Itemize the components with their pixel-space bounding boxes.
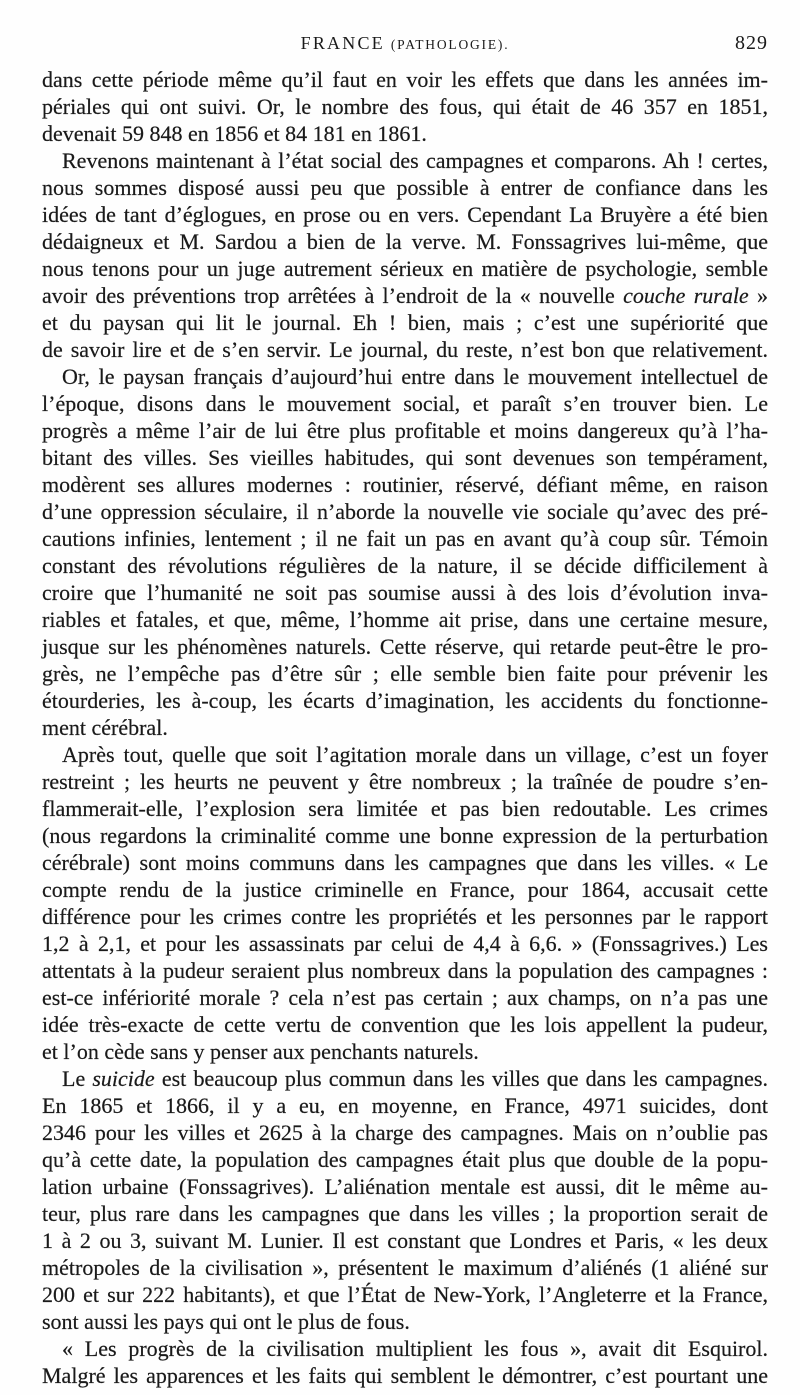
text-line bbox=[42, 1065, 768, 1092]
text-line: flammerait-elle, l’explosion sera limitée et pas bien redoutable. Les crimes bbox=[42, 796, 768, 821]
text-line: 1 à 2 ou 3, suivant M. Lunier. Il est constant que Londres et Paris, « les deux bbox=[42, 1228, 768, 1253]
text-line: constant des révolutions régulières de la nature, il se décide difficilement à bbox=[42, 553, 768, 578]
text-line: dédaigneux et M. Sardou a bien de la verve. M. Fonssagrives lui-même, que bbox=[42, 229, 768, 254]
text-line: lation urbaine (Fonssagrives). L’aliénation mentale est aussi, dit le même au- bbox=[42, 1174, 768, 1199]
text-line: qu’à cette date, la population des campagnes était plus que double de la popu- bbox=[42, 1147, 768, 1172]
text-line: idée très-exacte de cette vertu de convention que les lois appellent la pudeur, bbox=[42, 1012, 768, 1037]
text-line: devenait 59 848 en 1856 et 84 181 en 1861. bbox=[42, 121, 427, 146]
text-line: 1,2 à 2,1, et pour les assassinats par celui de 4,4 à 6,6. » (Fonssagrives.) Les bbox=[42, 931, 768, 956]
text-line: attentats à la pudeur seraient plus nombreux dans la population des campagnes : bbox=[42, 958, 768, 983]
text-line: dans cette période même qu’il faut en voir les effets que dans les années im- bbox=[42, 67, 768, 92]
paragraph bbox=[42, 1065, 768, 1335]
text-line bbox=[42, 282, 768, 309]
text-line: modèrent ses allures modernes : routinier, réservé, défiant même, en raison bbox=[42, 472, 768, 497]
paragraph bbox=[42, 1335, 768, 1389]
paragraph bbox=[42, 147, 768, 363]
text-line: idées de tant d’églogues, en prose ou en vers. Cependant La Bruyère a été bien bbox=[42, 202, 768, 227]
text-line: cérébrale) sont moins communs dans les campagnes que dans les villes. « Le bbox=[42, 850, 768, 875]
text-line: compte rendu de la justice criminelle en France, pour 1864, accusait cette bbox=[42, 877, 768, 902]
text-line: est-ce infériorité morale ? cela n’est pas certain ; aux champs, on n’a pas une bbox=[42, 985, 768, 1010]
running-head-title: FRANCE bbox=[300, 33, 385, 53]
text-line: teur, plus rare dans les campagnes que dans les villes ; la proportion serait de bbox=[42, 1201, 768, 1226]
running-head-subtitle: (PATHOLOGIE). bbox=[390, 37, 510, 52]
text-line: différence pour les crimes contre les propriétés et les personnes par le rapport bbox=[42, 904, 768, 929]
text-line: nous sommes disposé aussi peu que possible à entrer de confiance dans les bbox=[42, 175, 768, 200]
text-line: et du paysan qui lit le journal. Eh ! bien, mais ; c’est une supériorité que bbox=[42, 310, 768, 335]
text-line: jusque sur les phénomènes naturels. Cette réserve, qui retarde peut-être le pro- bbox=[42, 634, 768, 659]
text-line: ment cérébral. bbox=[42, 715, 168, 740]
text-line: l’époque, disons dans le mouvement social, et paraît s’en trouver bien. Le bbox=[42, 391, 768, 416]
running-head bbox=[42, 30, 768, 56]
text-run: avoir des préventions trop arrêtées à l’endroit de la « nouvelle bbox=[42, 283, 624, 308]
body-text bbox=[42, 66, 768, 1389]
paragraph bbox=[42, 741, 768, 1065]
text-line: métropoles de la civilisation », présentent le maximum d’aliénés (1 aliéné sur bbox=[42, 1255, 768, 1280]
text-line: de savoir lire et de s’en servir. Le journal, du reste, n’est bon que relativement. bbox=[42, 337, 768, 362]
text-line: (nous regardons la criminalité comme une bonne expression de la perturbation bbox=[42, 823, 768, 848]
text-line: et l’on cède sans y penser aux penchants naturels. bbox=[42, 1039, 479, 1064]
text-line: croire que l’humanité ne soit pas soumise aussi à des lois d’évolution inva- bbox=[42, 580, 768, 605]
text-line: Or, le paysan français d’aujourd’hui entre dans le mouvement intellectuel de bbox=[62, 364, 768, 389]
text-line: étourderies, les à-coup, les écarts d’imagination, les accidents du fonctionne- bbox=[42, 688, 768, 713]
text-line: En 1865 et 1866, il y a eu, en moyenne, en France, 4971 suicides, dont bbox=[42, 1093, 768, 1118]
text-line: « Les progrès de la civilisation multiplient les fous », avait dit Esquirol. bbox=[62, 1336, 768, 1361]
paragraph bbox=[42, 363, 768, 741]
text-line: sont aussi les pays qui ont le plus de fous. bbox=[42, 1309, 410, 1334]
text-line: progrès a même l’air de lui être plus profitable et moins dangereux qu’à l’ha- bbox=[42, 418, 768, 443]
text-line: restreint ; les heurts ne peuvent y être nombreux ; la traînée de poudre s’en- bbox=[42, 769, 768, 794]
text-line: d’une oppression séculaire, il n’aborde la nouvelle vie sociale qu’avec des pré- bbox=[42, 499, 768, 524]
italic-run: suicide bbox=[92, 1066, 155, 1091]
paragraph bbox=[42, 66, 768, 147]
text-line: Revenons maintenant à l’état social des campagnes et comparons. Ah ! certes, bbox=[62, 148, 768, 173]
text-line: 2346 pour les villes et 2625 à la charge des campagnes. Mais on n’oublie pas bbox=[42, 1120, 768, 1145]
page-number: 829 bbox=[735, 32, 768, 54]
text-line: 200 et sur 222 habitants), et que l’État de New-York, l’Angleterre et la France, bbox=[42, 1282, 768, 1307]
text-line: Après tout, quelle que soit l’agitation morale dans un village, c’est un foyer bbox=[62, 742, 768, 767]
text-line: riables et fatales, et que, même, l’homme ait prise, dans une certaine mesure, bbox=[42, 607, 768, 632]
text-line: Malgré les apparences et les faits qui semblent le démontrer, c’est pourtant une bbox=[42, 1363, 768, 1388]
text-line: bitant des villes. Ses vieilles habitudes, qui sont devenues son tempérament, bbox=[42, 445, 768, 470]
text-line: grès, ne l’empêche pas d’être sûr ; elle semble bien faite pour prévenir les bbox=[42, 661, 768, 686]
text-run: » bbox=[748, 283, 768, 308]
italic-run: couche rurale bbox=[623, 283, 749, 308]
text-line: périales qui ont suivi. Or, le nombre des fous, qui était de 46 357 en 1851, bbox=[42, 94, 768, 119]
text-run: Le bbox=[62, 1066, 93, 1091]
text-line: cautions infinies, lentement ; il ne fait un pas en avant qu’à coup sûr. Témoin bbox=[42, 526, 768, 551]
text-line: nous tenons pour un juge autrement sérieux en matière de psychologie, semble bbox=[42, 256, 768, 281]
text-run: est beaucoup plus commun dans les villes que dans les campagnes. bbox=[154, 1066, 768, 1091]
